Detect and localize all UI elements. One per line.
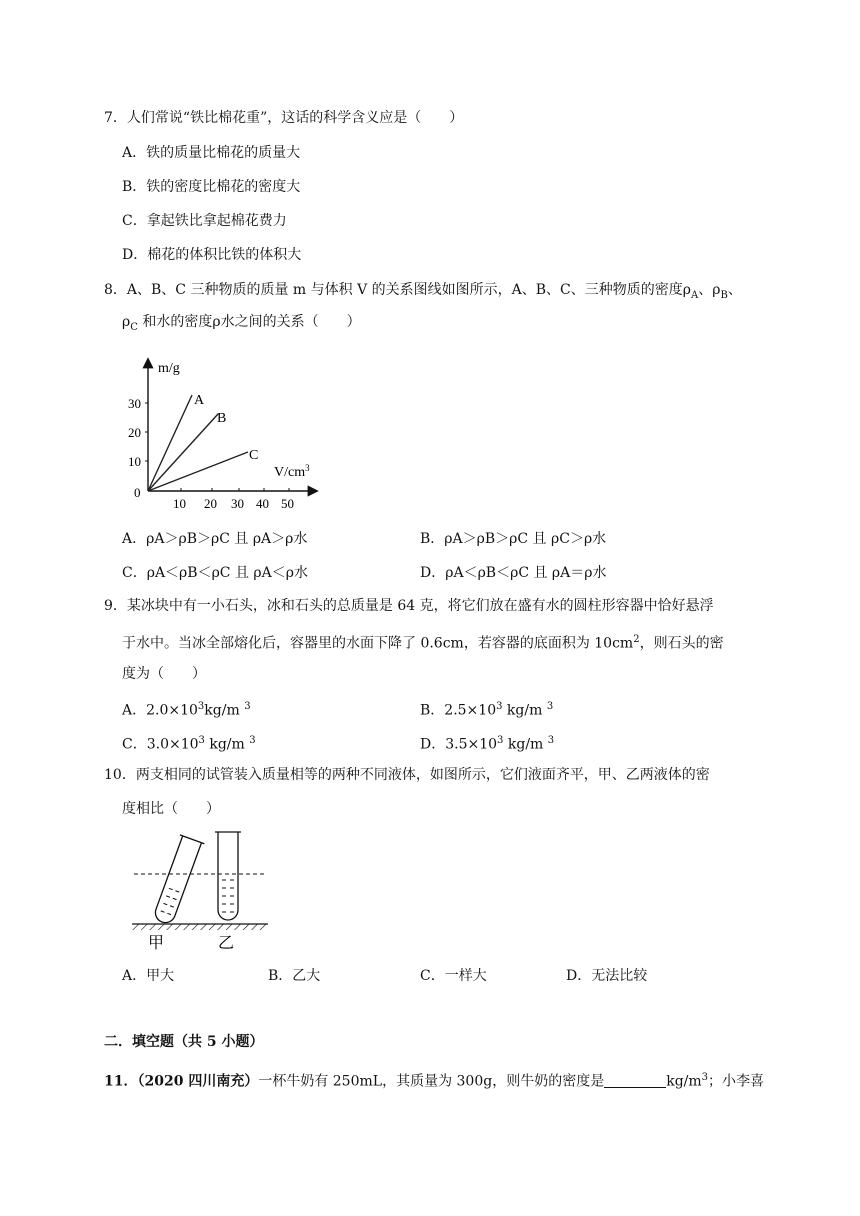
q11-stem: 11．（2020 四川南充）一杯牛奶有 250mL，其质量为 300g，则牛奶的密度是 $kg/m^3$；小李喜 xyxy=(104,1072,765,1090)
section-title: 二．填空题（共 5 小题） xyxy=(104,1034,264,1050)
q8-stem-line2: $\rho_C$ 和水的密度ρ水之间的关系（ ） xyxy=(122,314,361,333)
tube-jia xyxy=(150,835,205,927)
x-tick-label: 40 xyxy=(256,496,269,511)
q10-stem-line1: 10．两支相同的试管装入质量相等的两种不同液体，如图所示，它们液面齐平，甲、乙两液体的密 xyxy=(104,767,710,783)
y-axis-label: m/g xyxy=(158,361,180,376)
q10-option-c[interactable]: C．一样大 xyxy=(420,968,487,984)
tube-label-yi: 乙 xyxy=(218,933,235,952)
x-tick-label: 30 xyxy=(231,496,244,511)
q7-option-d[interactable]: D．棉花的体积比铁的体积大 xyxy=(122,247,302,263)
q10-option-d[interactable]: D．无法比较 xyxy=(566,968,648,984)
tube-label-jia: 甲 xyxy=(148,933,165,952)
mass-volume-graph xyxy=(118,352,324,512)
q9-option-d[interactable]: D．$3.5\times 10^3$ kg/m $^3$ xyxy=(420,735,555,753)
q7-option-a[interactable]: A．铁的质量比棉花的质量大 xyxy=(122,145,301,161)
q10-option-b[interactable]: B．乙大 xyxy=(268,968,321,984)
x-axis-label: $V/cm^3$ xyxy=(274,463,310,480)
q11-answer-blank[interactable] xyxy=(604,1073,666,1088)
test-tubes-figure xyxy=(126,826,276,952)
q9-option-a[interactable]: A．$2.0\times 10^3kg/m$ $^3$ xyxy=(122,701,251,719)
x-tick-label: 50 xyxy=(281,496,294,511)
q7-option-b[interactable]: B．铁的密度比棉花的密度大 xyxy=(122,179,301,195)
q10-option-a[interactable]: A．甲大 xyxy=(122,968,175,984)
y-tick-label: 30 xyxy=(128,396,141,411)
q10-stem-line2: 度相比（ ） xyxy=(122,801,220,817)
line-b-label: B xyxy=(217,411,227,426)
tube-yi xyxy=(215,832,241,920)
x-tick-label: 10 xyxy=(173,496,186,511)
q8-stem-line1: 8．A、B、C 三种物质的质量 m 与体积 V 的关系图线如图所示，A、B、C、三种物质的密度$\rho_A$、$\rho_B$、 xyxy=(104,282,742,301)
origin-label: 0 xyxy=(134,485,141,500)
q8-option-c[interactable]: C．ρA＜ρB＜ρC 且 ρA＜ρ水 xyxy=(122,565,308,581)
q9-option-b[interactable]: B．$2.5\times 10^3$ kg/m $^3$ xyxy=(420,701,554,719)
q7-stem: 7．人们常说“铁比棉花重”，这话的科学含义应是（ ） xyxy=(104,110,464,126)
line-b xyxy=(148,414,218,491)
q9-stem-line1: 9．某冰块中有一小石头，冰和石头的总质量是 64 克，将它们放在盛有水的圆柱形容器中恰好悬浮 xyxy=(104,598,714,614)
x-tick-label: 20 xyxy=(204,496,217,511)
line-a-label: A xyxy=(194,393,205,408)
q8-option-b[interactable]: B．ρA＞ρB＞ρC 且 ρC＞ρ水 xyxy=(420,531,607,547)
q9-option-c[interactable]: C．$3.0\times 10^3$ kg/m $^3$ xyxy=(122,735,256,753)
q8-option-a[interactable]: A．ρA＞ρB＞ρC 且 ρA＞ρ水 xyxy=(122,531,308,547)
y-tick-label: 10 xyxy=(128,454,141,469)
q8-option-d[interactable]: D．ρA＜ρB＜ρC 且 ρA＝ρ水 xyxy=(420,565,607,581)
q9-stem-line3: 度为（ ） xyxy=(122,666,206,682)
line-c-label: C xyxy=(249,448,259,463)
q7-option-c[interactable]: C．拿起铁比拿起棉花费力 xyxy=(122,213,287,229)
q9-stem-line2: 于水中。当冰全部熔化后，容器里的水面下降了 0.6cm，若容器的底面积为 $10cm^2$，则石头的密 xyxy=(122,634,724,652)
y-tick-label: 20 xyxy=(128,425,141,440)
